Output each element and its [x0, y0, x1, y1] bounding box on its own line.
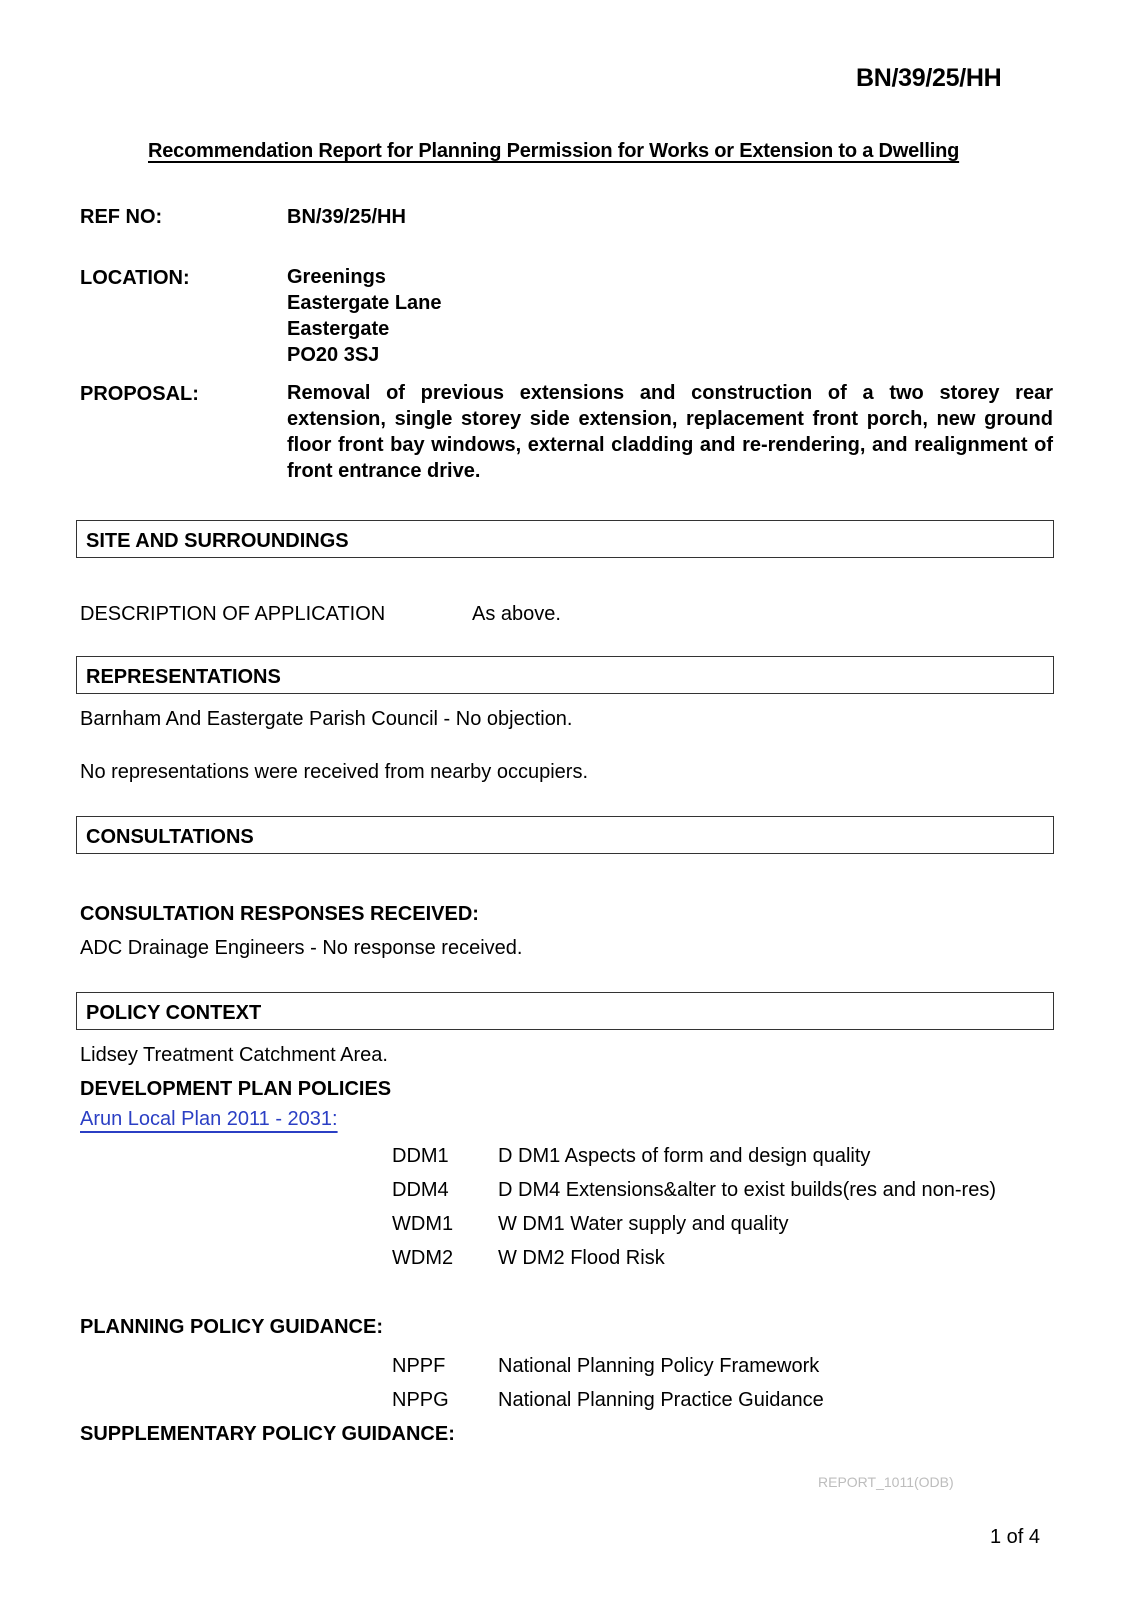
- section-heading-text: REPRESENTATIONS: [86, 666, 281, 688]
- policy-code: WDM2: [392, 1247, 454, 1269]
- guidance-code: NPPF: [392, 1355, 446, 1377]
- address-line: PO20 3SJ: [287, 344, 380, 366]
- guidance-description: National Planning Practice Guidance: [498, 1389, 824, 1411]
- description-value: As above.: [472, 603, 561, 625]
- location-label: LOCATION:: [80, 267, 190, 289]
- proposal-label: PROPOSAL:: [80, 383, 199, 405]
- ref-no-label: REF NO:: [80, 206, 163, 228]
- policy-description: W DM1 Water supply and quality: [498, 1213, 789, 1235]
- guidance-description: National Planning Policy Framework: [498, 1355, 820, 1377]
- consultation-response: ADC Drainage Engineers - No response received.: [80, 937, 523, 959]
- ref-no-value: BN/39/25/HH: [287, 206, 406, 228]
- policy-context-line: Lidsey Treatment Catchment Area.: [80, 1044, 388, 1066]
- planning-policy-guidance-heading: PLANNING POLICY GUIDANCE:: [80, 1316, 383, 1338]
- policy-description: D DM4 Extensions&alter to exist builds(res and non-res): [498, 1179, 996, 1201]
- consultations-heading: [76, 816, 1054, 854]
- description-label: DESCRIPTION OF APPLICATION: [80, 603, 386, 625]
- document-reference: BN/39/25/HH: [856, 64, 1002, 92]
- address-line: Eastergate: [287, 318, 390, 340]
- section-heading-text: SITE AND SURROUNDINGS: [86, 530, 349, 552]
- representation-occupiers: No representations were received from nearby occupiers.: [80, 761, 589, 783]
- section-heading-text: CONSULTATIONS: [86, 826, 254, 848]
- supplementary-policy-guidance-heading: SUPPLEMENTARY POLICY GUIDANCE:: [80, 1423, 455, 1445]
- page-number: 1 of 4: [990, 1526, 1041, 1548]
- address-line: Eastergate Lane: [287, 292, 442, 314]
- development-plan-policies-heading: DEVELOPMENT PLAN POLICIES: [80, 1078, 392, 1100]
- report-code: REPORT_1011(ODB): [818, 1474, 954, 1490]
- proposal-text: Removal of previous extensions and construction of a two storey rear extension, single storey side extension, replacement front porch, new ground floor front bay windows, external cladding and re-rendering, and realignment of front entrance drive.: [287, 382, 1053, 482]
- consultation-responses-label: CONSULTATION RESPONSES RECEIVED:: [80, 903, 479, 925]
- location-address: [287, 264, 442, 368]
- local-plan-link[interactable]: Arun Local Plan 2011 - 2031:: [80, 1108, 338, 1130]
- representations-heading: [76, 656, 1054, 694]
- policy-code: DDM4: [392, 1179, 449, 1201]
- policy-code: WDM1: [392, 1213, 454, 1235]
- report-title: Recommendation Report for Planning Permission for Works or Extension to a Dwelling: [148, 140, 960, 162]
- representation-parish: Barnham And Eastergate Parish Council - No objection.: [80, 708, 573, 730]
- site-surroundings-heading: [76, 520, 1054, 558]
- section-heading-text: POLICY CONTEXT: [86, 1002, 262, 1024]
- policy-code: DDM1: [392, 1145, 449, 1167]
- address-line: Greenings: [287, 266, 386, 288]
- guidance-code: NPPG: [392, 1389, 449, 1411]
- policy-context-heading: [76, 992, 1054, 1030]
- policy-description: D DM1 Aspects of form and design quality: [498, 1145, 871, 1167]
- policy-description: W DM2 Flood Risk: [498, 1247, 665, 1269]
